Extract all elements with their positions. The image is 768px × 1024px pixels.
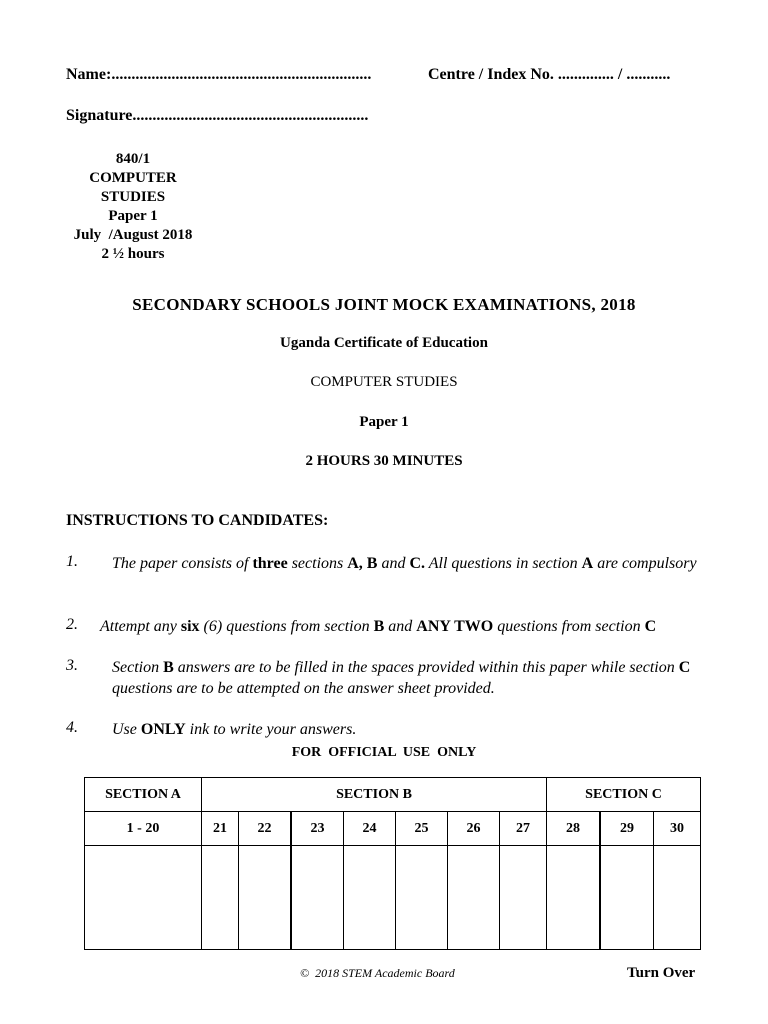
score-cell xyxy=(500,846,547,950)
paper-code: 840/1 xyxy=(115,151,151,167)
score-cell xyxy=(600,846,654,950)
column-header: 22 xyxy=(239,812,292,846)
section-b-header: SECTION B xyxy=(202,778,547,812)
instruction-text: Section B answers are to be filled in the spaces provided within this paper while section C questions are to be attempted on the answer sheet provided. xyxy=(112,659,691,697)
copyright-notice: © 2018 STEM Academic Board xyxy=(300,966,455,980)
score-cell xyxy=(448,846,500,950)
paper-info-block xyxy=(66,150,200,264)
score-cell xyxy=(239,846,292,950)
column-header: 29 xyxy=(600,812,654,846)
subject-title: COMPUTER STUDIES xyxy=(310,374,458,390)
instruction-number: 2. xyxy=(66,616,78,633)
paper-duration: 2 ½ hours xyxy=(101,246,165,262)
centre-index-field-line: Centre / Index No. .............. / ........... xyxy=(428,66,671,83)
instruction-number: 1. xyxy=(66,553,78,570)
instruction-text: The paper consists of three sections A, B and C. All questions in section A are compulsory xyxy=(112,555,697,572)
turn-over-label: Turn Over xyxy=(627,965,696,981)
score-cell xyxy=(344,846,396,950)
certificate-title: Uganda Certificate of Education xyxy=(280,335,488,351)
time-title: 2 HOURS 30 MINUTES xyxy=(305,453,463,469)
column-header: 21 xyxy=(202,812,239,846)
paper-subject-line-2: STUDIES xyxy=(100,189,166,205)
paper-subject-line-1: COMPUTER xyxy=(89,170,177,186)
section-c-header: SECTION C xyxy=(547,778,701,812)
column-header: 26 xyxy=(448,812,500,846)
official-use-table xyxy=(84,777,701,950)
section-a-header: SECTION A xyxy=(85,778,202,812)
official-use-heading: FOR OFFICIAL USE ONLY xyxy=(291,745,477,760)
instructions-heading: INSTRUCTIONS TO CANDIDATES: xyxy=(66,512,329,529)
column-header: 27 xyxy=(500,812,547,846)
score-cell xyxy=(547,846,601,950)
instruction-number: 3. xyxy=(66,657,78,674)
instruction-number: 4. xyxy=(66,719,78,736)
score-cell xyxy=(202,846,239,950)
signature-field-line: Signature........................................................... xyxy=(66,107,369,124)
exam-title: SECONDARY SCHOOLS JOINT MOCK EXAMINATIONS, 2018 xyxy=(132,295,636,314)
paper-number: Paper 1 xyxy=(108,208,158,224)
score-cell xyxy=(291,846,344,950)
instruction-text: Use ONLY ink to write your answers. xyxy=(112,721,357,738)
column-header: 28 xyxy=(547,812,601,846)
name-field-line: Name:................................................................. xyxy=(66,66,372,83)
column-header: 24 xyxy=(344,812,396,846)
column-header: 25 xyxy=(396,812,448,846)
column-header: 30 xyxy=(654,812,701,846)
instruction-text: Attempt any six (6) questions from section B and ANY TWO questions from section C xyxy=(100,618,657,635)
score-cell xyxy=(396,846,448,950)
column-header: 23 xyxy=(291,812,344,846)
score-cell xyxy=(85,846,202,950)
score-cell xyxy=(654,846,701,950)
column-header: 1 - 20 xyxy=(85,812,202,846)
paper-date: July /August 2018 xyxy=(73,227,193,243)
paper-title: Paper 1 xyxy=(359,414,409,430)
